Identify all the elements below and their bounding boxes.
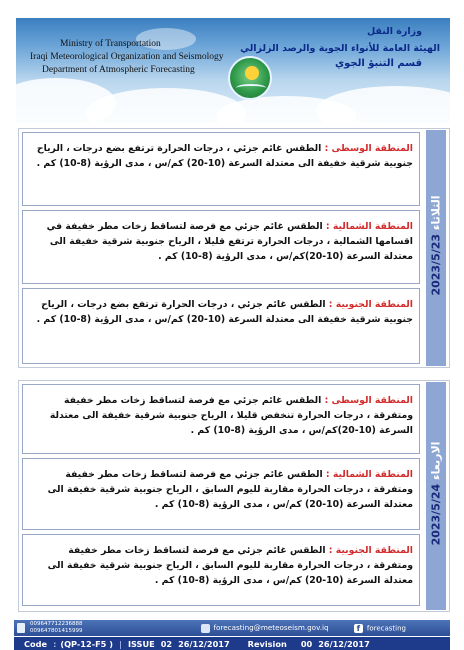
region-name: المنطقة الوسطى : (324, 143, 413, 154)
region-forecast: الطقس غائم جزئي ، درجات الحرارة ترتفع بضع درجات ، الرياح جنوبية شرقية خفيفة الى معتدلة السرعة (10-20) كم/س ، مدى الرؤية (8-10) كم . (36, 143, 413, 169)
letterhead-banner (16, 18, 450, 122)
day-1-label (430, 195, 443, 301)
day-2-date: 2023/5/24 (429, 483, 443, 545)
day-1-northern-region (22, 210, 420, 284)
day-1-date: 2023/5/23 (429, 233, 443, 296)
region-name: المنطقة الشمالية : (325, 221, 413, 232)
revision-date: 26/12/2017 (318, 638, 370, 649)
region-forecast: الطقس غائم جزئي مع فرصة لتساقط زخات مطر خفيفة ومتفرقة ، درجات الحرارة مقاربة لليوم السابق ، الرياح جنوبية شرقية خفيفة الى معتدلة السرعة (10-20) كم/س ، مدى الرؤية (8-10) كم . (47, 469, 413, 510)
english-ministry-lines (30, 38, 224, 77)
day-1-central-region (22, 132, 420, 206)
department-name-ar: قسم التنبؤ الجوي (334, 58, 422, 69)
region-name: المنطقة الوسطى : (324, 395, 413, 406)
region-forecast: الطقس غائم جزئي مع فرصة لتساقط زخات مطر خفيفة ومتفرقة ، درجات الحرارة مقاربة لليوم السابق ، الرياح جنوبية شرقية خفيفة الى معتدلة السرعة (10-20) كم/س ، مدى الرؤية (8-10) كم . (47, 545, 413, 586)
phone-icon (17, 623, 25, 633)
organization-name-ar: الهيئة العامة للأنواء الجوية والرصد الزلزالي (240, 43, 440, 54)
phone-number: 009647712236888 (30, 621, 83, 627)
contact-bar (14, 620, 450, 636)
region-name: المنطقة الجنوبية : (328, 299, 413, 310)
day-1-southern-region (22, 288, 420, 364)
code-label: Code (24, 638, 48, 649)
day-2-southern-region (22, 534, 420, 606)
day-2-label (430, 441, 443, 551)
ministry-name-en: Ministry of Transportation (60, 39, 161, 49)
region-forecast: الطقس غائم جزئي ، درجات الحرارة ترتفع بضع درجات ، الرياح جنوبية شرقية خفيفة الى معتدلة السرعة (10-20) كم/س ، مدى الرؤية (8-10) كم . (36, 299, 413, 325)
region-name: المنطقة الجنوبية : (328, 545, 413, 556)
issue-label: ISSUE (127, 638, 155, 649)
email-link[interactable]: forecasting@meteoseism.gov.iq (201, 623, 329, 633)
document-control-bar: Code : (QP-12-F5 ) | ISSUE 02 26/12/2017 Revision 00 26/12/2017 (14, 637, 450, 650)
day-1-date-bar (426, 130, 446, 366)
revision-number: 00 (300, 638, 313, 649)
facebook-icon: f (354, 624, 363, 633)
revision-label: Revision (247, 638, 287, 649)
issue-date: 26/12/2017 (178, 638, 230, 649)
organization-name-en: Iraqi Meteorological Organization and Seismology (30, 52, 224, 62)
region-forecast: الطقس غائم جزئي مع فرصة لتساقط زخات مطر خفيفة في اقسامها الشمالية ، درجات الحرارة ترتفع قليلا ، الرياح جنوبية شرقية خفيفة الى معتدلة السرعة (10-20)كم/س ، مدى الرؤية (8-10) كم . (46, 221, 413, 262)
email-icon (201, 624, 210, 633)
ministry-name-ar: وزارة النقل (366, 26, 422, 37)
day-2-name: الاربعاء (429, 441, 443, 480)
phone-numbers (30, 621, 83, 635)
department-name-en: Department of Atmospheric Forecasting (42, 65, 195, 75)
day-1-name: الثلاثاء (429, 194, 443, 230)
day-2-date-bar (426, 382, 446, 610)
region-forecast: الطقس غائم جزئي مع فرصة لتساقط زخات مطر خفيفة ومتفرقة ، درجات الحرارة تنخفض قليلا ، الرياح جنوبية شرقية خفيفة الى معتدلة السرعة (10-20)كم/س ، مدى الرؤية (8-10) كم . (49, 395, 413, 436)
code-value: (QP-12-F5 ) (60, 638, 113, 649)
issue-number: 02 (160, 638, 173, 649)
region-name: المنطقة الشمالية : (325, 469, 413, 480)
day-2-central-region (22, 384, 420, 454)
phone-number: 009647801415999 (30, 628, 83, 634)
facebook-link[interactable]: f forecasting (354, 624, 406, 633)
arabic-ministry-lines (240, 26, 440, 69)
day-2-northern-region (22, 458, 420, 530)
